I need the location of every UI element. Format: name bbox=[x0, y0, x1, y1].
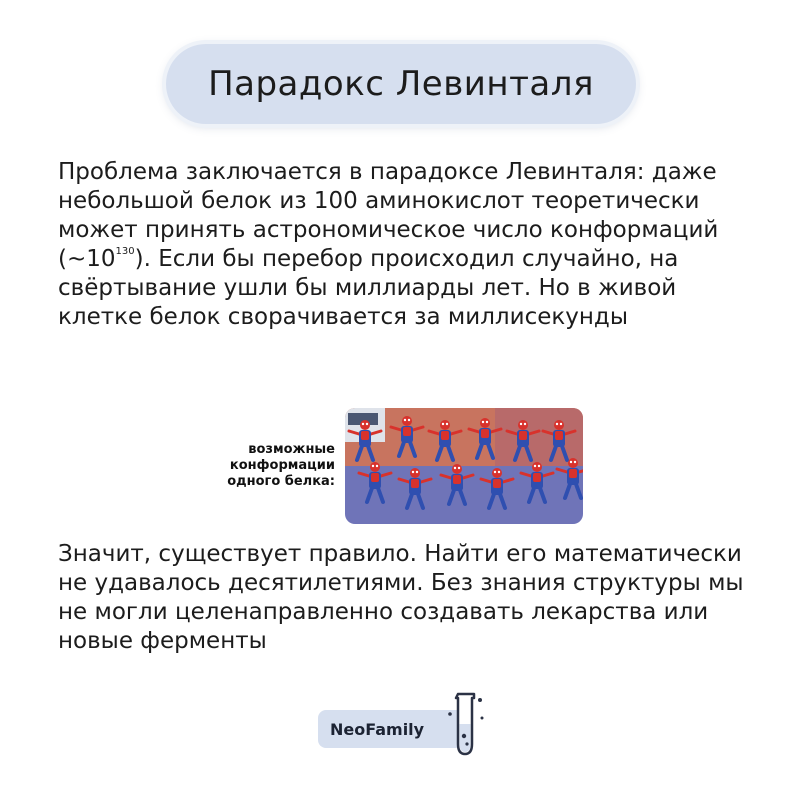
caption-line-3: одного белка: bbox=[227, 474, 335, 489]
caption-line-2: конформации bbox=[229, 458, 335, 473]
brand-name: NeoFamily bbox=[330, 719, 425, 739]
paragraph1-text-end: ). Если бы перебор происходил случайно, на свёртывание ушли бы миллиарды лет. Но в живой клетке белок сворачивается за миллисекунды bbox=[58, 246, 679, 330]
meme-wall-right bbox=[495, 408, 583, 466]
meme-caption bbox=[200, 442, 335, 490]
paragraph1-text-start: Проблема заключается в парадоксе Левинталя: даже небольшой белок из 100 аминокислот теоретически может принять астрономическое число конформаций (~10 bbox=[58, 159, 719, 272]
exponent: 130 bbox=[115, 246, 135, 257]
title-pill bbox=[166, 44, 636, 124]
caption-line-1: возможные bbox=[248, 442, 335, 457]
meme-illustration bbox=[345, 408, 583, 524]
page-title: Парадокс Левинталя bbox=[208, 64, 594, 104]
test-tube-icon bbox=[440, 688, 490, 760]
paragraph-conclusion: Значит, существует правило. Найти его математически не удавалось десятилетиями. Без знания структуры мы не могли целенаправленно создавать лекарства или новые ферменты bbox=[58, 541, 744, 654]
spider-man-meme-image bbox=[345, 408, 583, 524]
paragraph-levinthal bbox=[58, 158, 758, 332]
